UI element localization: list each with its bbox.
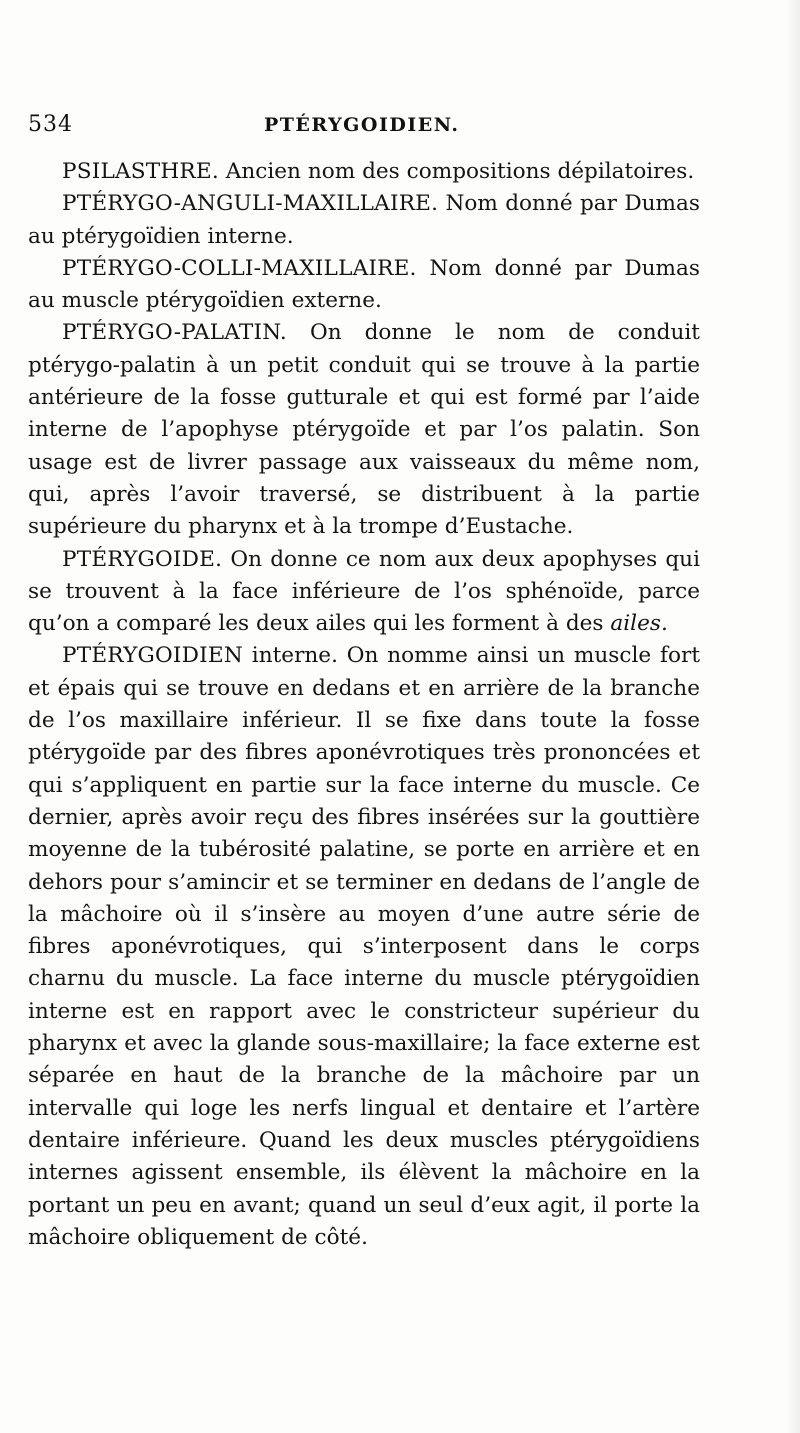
entry-term: PTÉRYGOIDE. [62, 546, 223, 572]
page-header [28, 112, 708, 142]
entry-body: On donne ce nom aux deux apophyses qui se trouvent à la face inférieure de l’os sphénoïde, parce qu’on a comparé les deux ailes qui les forment à des [28, 546, 700, 637]
entry-pterygo-colli-maxillaire [28, 253, 700, 318]
entry-pterygo-anguli-maxillaire [28, 188, 700, 253]
running-title: PTÉRYGOIDIEN. [264, 114, 460, 136]
entry-term: PTÉRYGO-PALATIN. [62, 320, 287, 346]
entry-pterygoidien [28, 640, 700, 1254]
entry-body: Nom donné par Dumas au ptérygoïdien interne. [28, 191, 700, 249]
entry-psilasthre [28, 156, 700, 188]
entry-term: PTÉRYGOIDIEN [62, 643, 243, 669]
entry-body: On donne le nom de conduit ptérygo-palatin à un petit conduit qui se trouve à la partie antérieure de la fosse gutturale et qui est formé par l’aide interne de l’apophyse ptérygoïde et par l’os palatin. Son usage est de livrer passage aux vaisseaux du même nom, qui, après l’avoir traversé, se distribuent à la partie supérieure du pharynx et à la trompe d’Eustache. [28, 320, 700, 540]
entry-pterygo-palatin [28, 317, 700, 543]
entry-term: PSILASTHRE. [62, 159, 219, 184]
entry-italic-word: ailes. [610, 611, 668, 637]
page-number: 534 [28, 112, 73, 137]
entry-body: Nom donné par Dumas au muscle ptérygoïdien externe. [28, 255, 700, 314]
entry-term: PTÉRYGO-COLLI-MAXILLAIRE. [62, 255, 417, 281]
entry-body: interne. On nomme ainsi un muscle fort et épais qui se trouve en dedans et en arrière de la branche de l’os maxillaire inférieur. Il se fixe dans toute la fosse ptérygoïde par des fibres aponévrotiques très prononcées et qui s’appliquent en partie sur la face interne du muscle. Ce dernier, après avoir reçu des fibres insérées sur la gouttière moyenne de la tubérosité palatine, se porte en arrière et en dehors pour s’amincir et se terminer en dedans de l’angle de la mâchoire où il s’insère au moyen d’une autre série de fibres aponévrotiques, qui s’interposent dans le corps charnu du muscle. La face interne du muscle ptérygoïdien interne est en rapport avec le constricteur supérieur du pharynx et avec la glande sous-maxillaire; la face externe est séparée en haut de la branche de la mâchoire par un intervalle qui loge les nerfs lingual et dentaire et l’artère dentaire inférieure. Quand les deux muscles ptérygoïdiens internes agissent ensemble, ils élèvent la mâchoire en la portant un peu en avant; quand un seul d’eux agit, il porte la mâchoire obliquement de côté. [28, 643, 700, 1250]
entry-body: Ancien nom des compositions dépilatoires. [225, 159, 695, 184]
dictionary-text [28, 156, 700, 1254]
entry-pterygoide [28, 544, 700, 641]
page-edge-shadow [786, 0, 800, 1433]
entry-term: PTÉRYGO-ANGULI-MAXILLAIRE. [62, 191, 439, 217]
